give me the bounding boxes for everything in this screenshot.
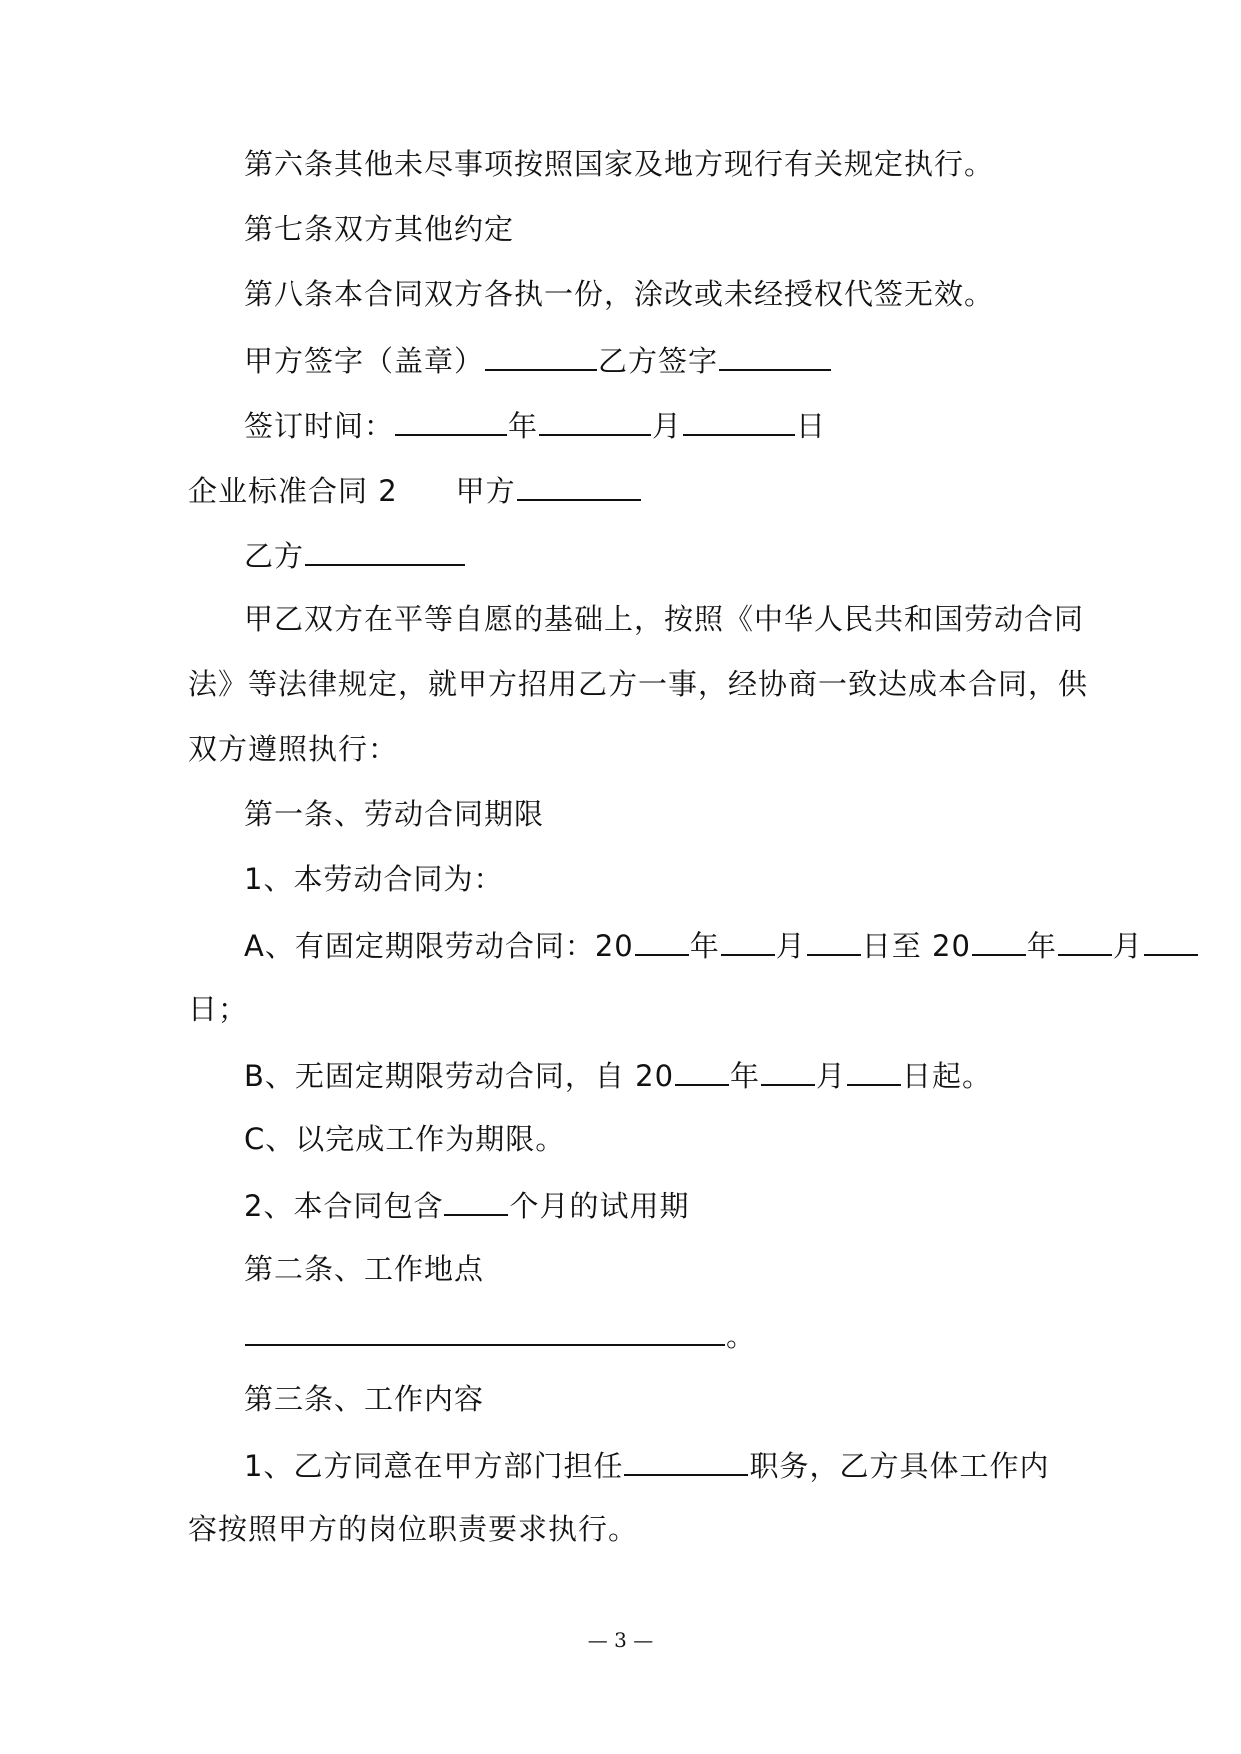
party-a-label: 甲方 xyxy=(455,474,516,508)
b-month-label: 月 xyxy=(816,1059,847,1093)
end-day-blank[interactable] xyxy=(1144,924,1198,956)
b-month-blank[interactable] xyxy=(761,1054,815,1086)
end-year-blank[interactable] xyxy=(972,924,1026,956)
work-location-period: 。 xyxy=(726,1319,757,1353)
clause-3-1 xyxy=(244,1444,1049,1486)
end-month-blank[interactable] xyxy=(1058,924,1112,956)
option-a-continuation xyxy=(188,989,248,1029)
day-label: 日 xyxy=(796,409,827,443)
month-label: 月 xyxy=(652,409,683,443)
article-1-heading xyxy=(244,794,544,834)
probation-suffix: 个月的试用期 xyxy=(509,1189,690,1223)
party-b-label: 乙方 xyxy=(244,539,305,573)
contract-2-title: 企业标准合同 2 xyxy=(188,474,398,508)
day-blank[interactable] xyxy=(683,404,795,436)
article-2-title: 第二条、工作地点 xyxy=(244,1252,485,1286)
article-6-text: 第六条其他未尽事项按照国家及地方现行有关规定执行。 xyxy=(244,147,995,181)
party-b-line xyxy=(244,534,466,576)
preamble-text-3: 双方遵照执行： xyxy=(188,732,399,766)
article-7 xyxy=(244,209,514,249)
option-a-label: A、有固定期限劳动合同：20 xyxy=(244,929,634,963)
contract-2-header-line xyxy=(188,469,642,511)
year-label: 年 xyxy=(508,409,539,443)
clause-3-1-prefix: 1、乙方同意在甲方部门担任 xyxy=(244,1449,624,1483)
b-year-label: 年 xyxy=(730,1059,761,1093)
party-a-signature-blank[interactable] xyxy=(485,339,597,371)
article-8-text: 第八条本合同双方各执一份，涂改或未经授权代签无效。 xyxy=(244,277,995,311)
signing-date-label: 签订时间： xyxy=(244,409,395,443)
b-day-blank[interactable] xyxy=(847,1054,901,1086)
preamble-line-2 xyxy=(188,664,1088,704)
start-day-blank[interactable] xyxy=(807,924,861,956)
probation-months-blank[interactable] xyxy=(444,1184,508,1216)
article-2-heading xyxy=(244,1249,484,1289)
end-month-label: 月 xyxy=(1112,929,1143,963)
end-prefix-label: 日至 20 xyxy=(861,929,971,963)
option-b-line xyxy=(244,1054,992,1096)
start-year-label: 年 xyxy=(689,929,720,963)
month-blank[interactable] xyxy=(539,404,651,436)
clause-1-1-text: 1、本劳动合同为： xyxy=(244,862,504,896)
party-b-signature-blank[interactable] xyxy=(719,339,831,371)
article-7-text: 第七条双方其他约定 xyxy=(244,212,515,246)
signing-date-line xyxy=(244,404,826,446)
start-month-label: 月 xyxy=(775,929,806,963)
clause-3-1-continuation xyxy=(188,1509,638,1549)
article-8 xyxy=(244,274,994,314)
option-a-line xyxy=(244,924,1199,966)
option-b-label: B、无固定期限劳动合同，自 20 xyxy=(244,1059,675,1093)
party-b-signature-label: 乙方签字 xyxy=(598,344,719,378)
clause-3-1-suffix: 职务，乙方具体工作内 xyxy=(749,1449,1050,1483)
article-3-heading xyxy=(244,1379,484,1419)
article-6 xyxy=(244,144,994,184)
probation-prefix: 2、本合同包含 xyxy=(244,1189,444,1223)
party-a-signature-label: 甲方签字（盖章） xyxy=(244,344,485,378)
article-1-title: 第一条、劳动合同期限 xyxy=(244,797,545,831)
start-year-blank[interactable] xyxy=(635,924,689,956)
start-month-blank[interactable] xyxy=(721,924,775,956)
end-year-label: 年 xyxy=(1026,929,1057,963)
clause-3-1-continuation-text: 容按照甲方的岗位职责要求执行。 xyxy=(188,1512,639,1546)
article-3-title: 第三条、工作内容 xyxy=(244,1382,485,1416)
work-location-blank[interactable] xyxy=(245,1314,725,1346)
work-location-line xyxy=(244,1314,756,1356)
clause-1-1 xyxy=(244,859,503,899)
page-number: — 3 — xyxy=(587,1628,654,1652)
option-c-text: C、以完成工作为期限。 xyxy=(244,1122,566,1156)
position-blank[interactable] xyxy=(624,1444,748,1476)
party-b-blank[interactable] xyxy=(305,534,465,566)
option-c-line xyxy=(244,1119,565,1159)
preamble-text-2: 法》等法律规定，就甲方招用乙方一事，经协商一致达成本合同，供 xyxy=(188,667,1089,701)
preamble-text-1: 甲乙双方在平等自愿的基础上，按照《中华人民共和国劳动合同 xyxy=(244,602,1085,636)
signature-line xyxy=(244,339,832,381)
preamble-line-1 xyxy=(244,599,1084,639)
b-year-blank[interactable] xyxy=(675,1054,729,1086)
party-a-blank[interactable] xyxy=(517,469,641,501)
preamble-line-3 xyxy=(188,729,398,769)
option-a-day-label: 日； xyxy=(188,992,249,1026)
probation-line xyxy=(244,1184,689,1226)
year-blank[interactable] xyxy=(395,404,507,436)
b-day-label: 日起。 xyxy=(902,1059,993,1093)
